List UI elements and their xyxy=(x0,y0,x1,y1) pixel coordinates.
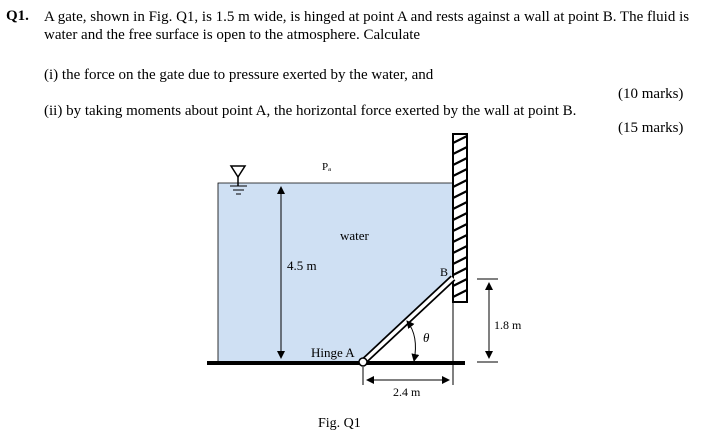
atm-pressure-label: Pₐ xyxy=(322,161,332,173)
part-ii-marks: (15 marks) xyxy=(618,120,684,136)
fluid-label: water xyxy=(340,228,369,243)
question-text: A gate, shown in Fig. Q1, is 1.5 m wide, is hinged at point A and rests against a wall at point B. The fluid is water and the free surface is open to the atmosphere. Calculate xyxy=(44,9,690,43)
point-b-label: B xyxy=(440,265,449,279)
part-ii-text: by taking moments about point A, the horizontal force exerted by the wall at point B. xyxy=(66,103,577,119)
part-ii-label: (ii) xyxy=(44,103,63,119)
figure-caption: Fig. Q1 xyxy=(318,416,361,431)
angle-arc xyxy=(407,321,415,361)
angle-label: θ xyxy=(423,330,430,345)
depth-label: 4.5 m xyxy=(287,258,317,273)
part-i-text: the force on the gate due to pressure exerted by the water, and xyxy=(61,67,434,83)
part-i-marks: (10 marks) xyxy=(618,86,684,102)
gate-height-label: 1.8 m xyxy=(494,318,522,332)
wall xyxy=(453,134,467,302)
hinge-label: Hinge A xyxy=(311,345,355,360)
part-i-label: (i) xyxy=(44,67,59,83)
question-number: Q1. xyxy=(6,8,29,24)
ground xyxy=(207,361,465,365)
water-region xyxy=(218,183,453,362)
gate-base-label: 2.4 m xyxy=(393,385,421,399)
hinge-icon xyxy=(359,358,367,366)
